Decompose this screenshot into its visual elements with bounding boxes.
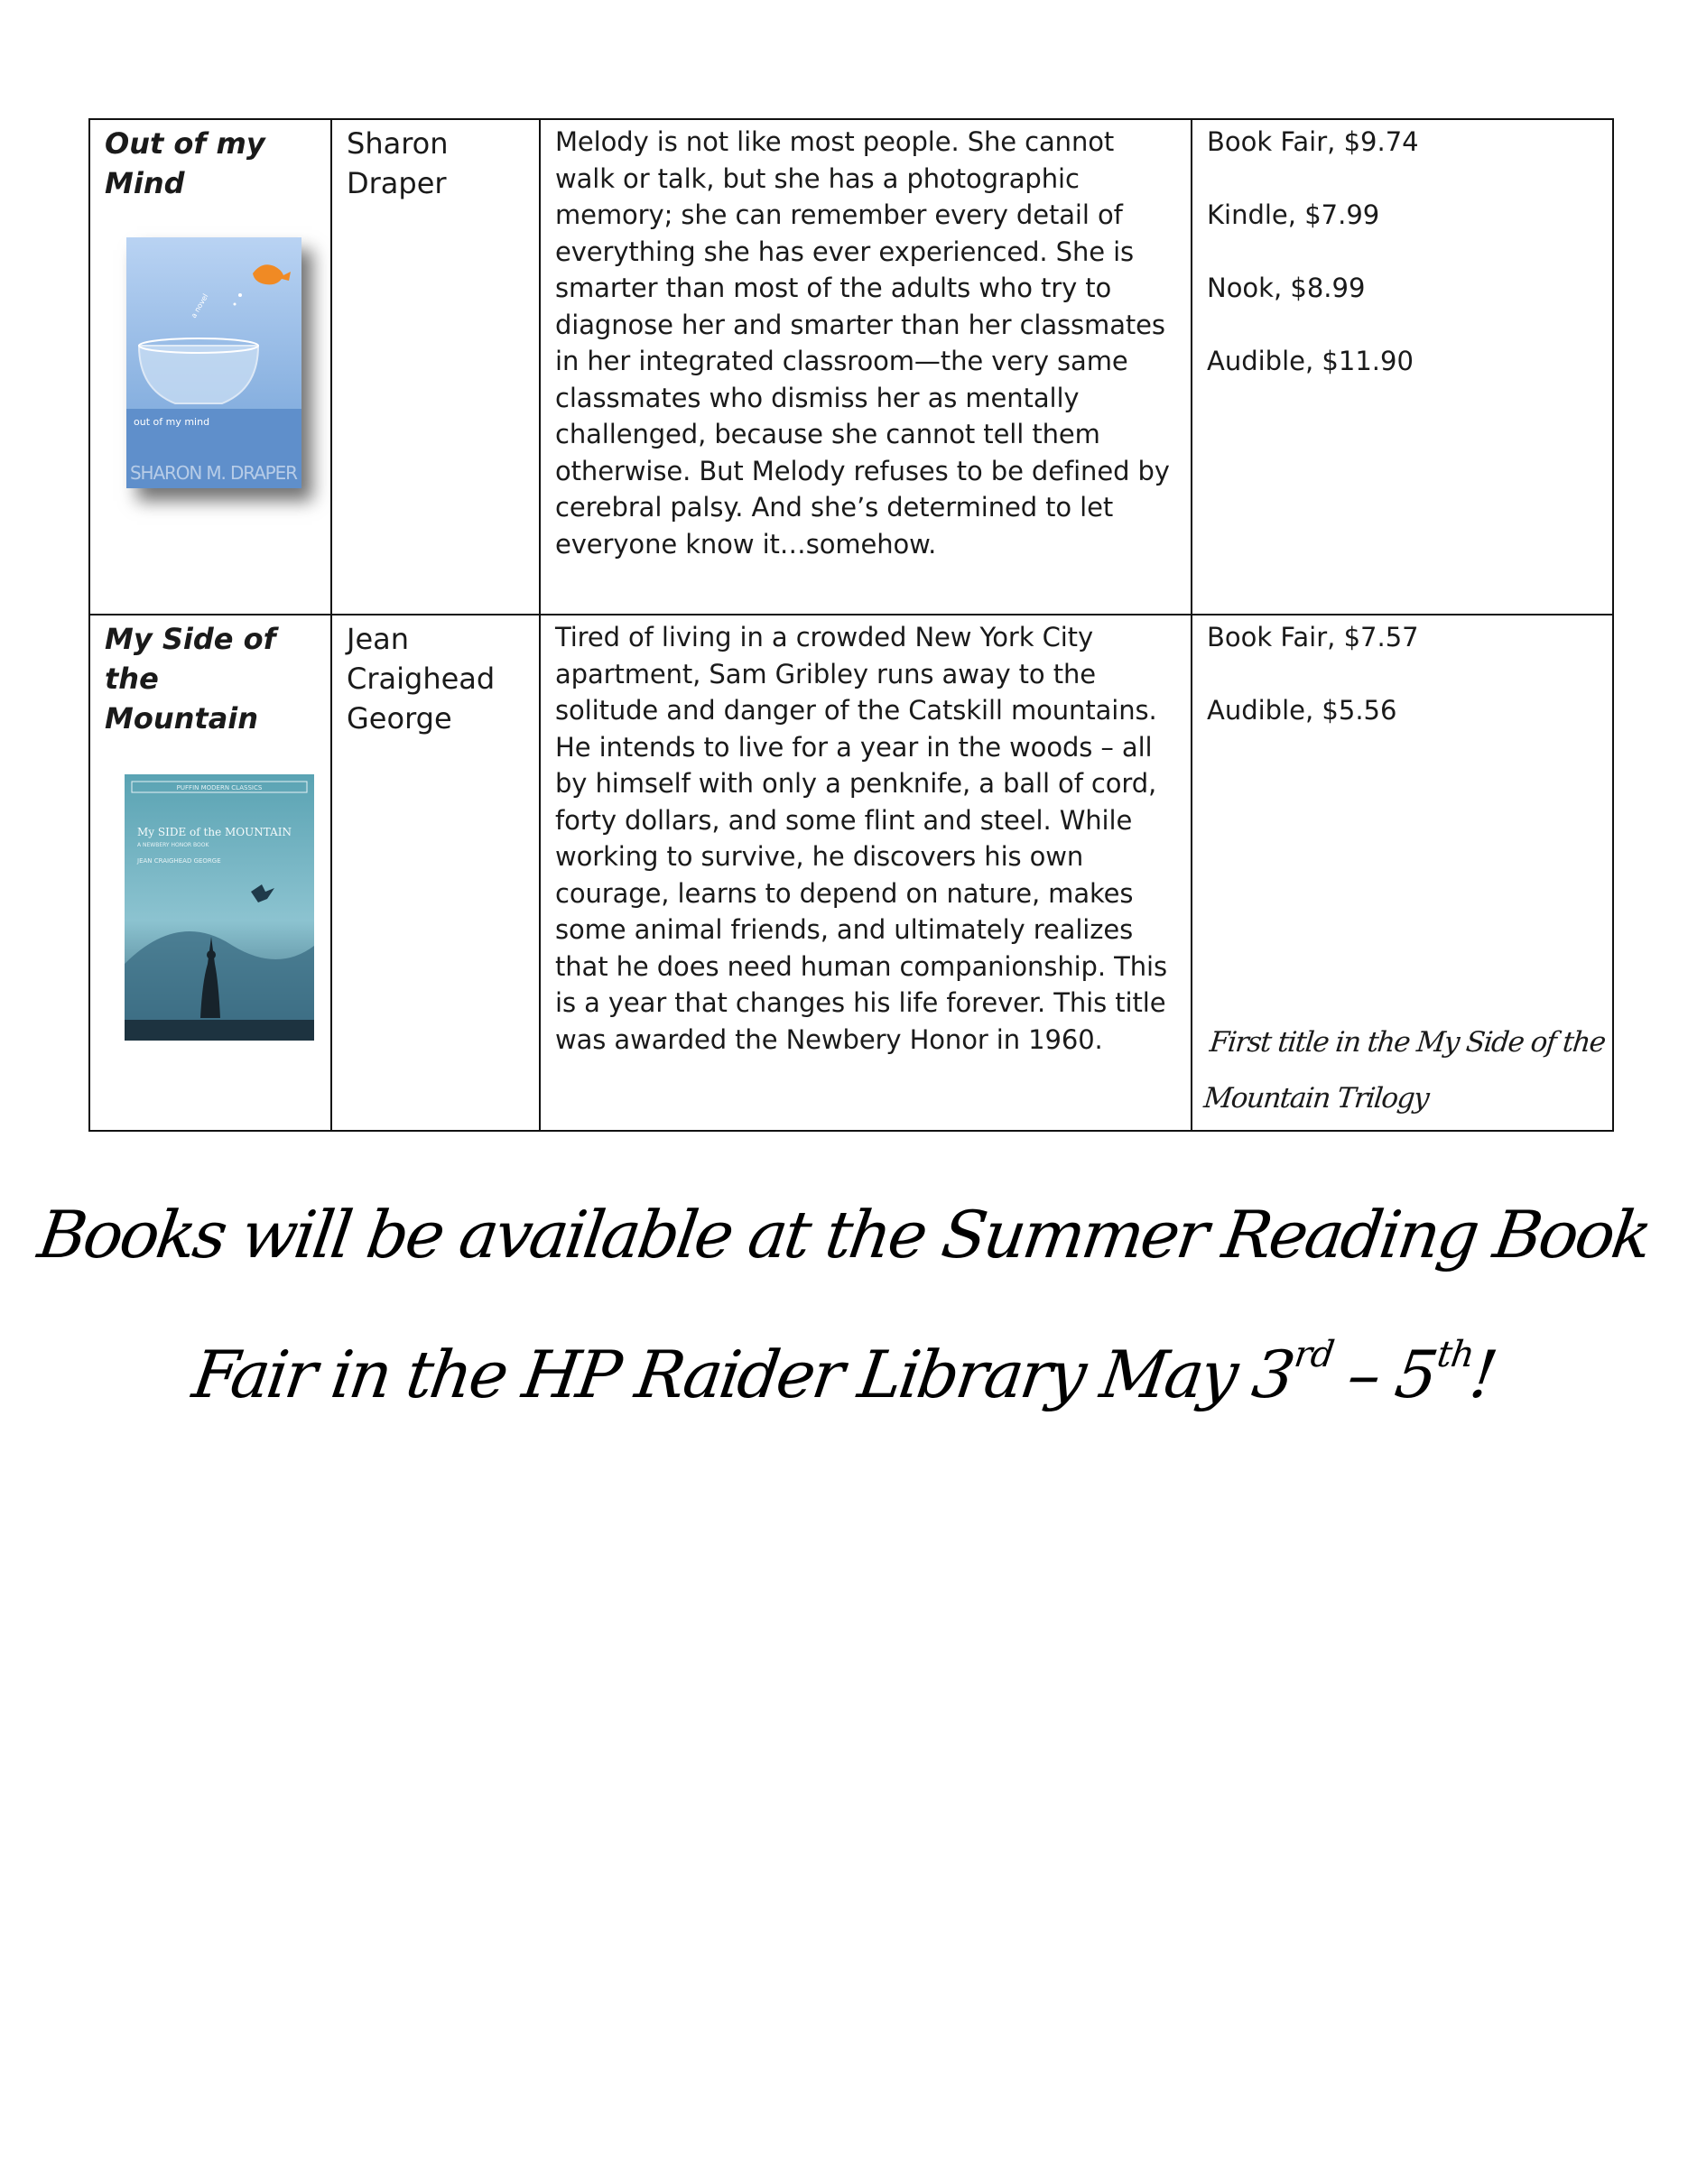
price-nook: Nook, $8.99 <box>1207 273 1366 303</box>
price-audible: Audible, $11.90 <box>1207 346 1414 376</box>
banner-superscript: th <box>1434 1334 1477 1375</box>
table-row <box>89 119 1613 615</box>
cover-title: My SIDE of the MOUNTAIN <box>137 826 292 838</box>
book-title: Out of my Mind <box>105 126 265 200</box>
price-audible: Audible, $5.56 <box>1207 695 1397 726</box>
table-row <box>89 615 1613 1131</box>
book-list-table <box>88 118 1614 1132</box>
description-cell <box>540 615 1192 1131</box>
cover-series: PUFFIN MODERN CLASSICS <box>176 784 263 791</box>
cover-tagline: A NEWBERY HONOR BOOK <box>137 842 209 848</box>
title-cell <box>89 119 331 615</box>
book-description: Melody is not like most people. She cannot walk or talk, but she has a photographic memory; she can remember every detail of everything she has ever experienced. She is smarter than most of the adults who try to diagnose her and smarter than her classmates in her integrated classroom—the very same classmates who dismiss her as mentally challenged, because she cannot tell them otherwise. But Melody refuses to be defined by cerebral palsy. And she’s determined to let everyone know it…somehow. <box>555 126 1170 560</box>
author-cell <box>331 119 540 615</box>
cover-author: SHARON M. DRAPER <box>130 462 298 484</box>
book-author: Jean Craighead George <box>347 622 496 736</box>
book-fair-banner-line-2 <box>0 1334 1688 1412</box>
book-author: Sharon Draper <box>347 126 449 200</box>
banner-text: – 5 <box>1324 1337 1441 1412</box>
book-title: My Side of the Mountain <box>105 622 276 736</box>
cover-author: JEAN CRAIGHEAD GEORGE <box>137 857 221 865</box>
banner-text: Fair in the HP Raider Library May 3 <box>188 1337 1297 1412</box>
book-cover-out-of-my-mind <box>126 237 301 488</box>
price-book-fair: Book Fair, $7.57 <box>1207 622 1419 652</box>
prices-cell <box>1192 119 1613 615</box>
banner-superscript: rd <box>1291 1334 1337 1375</box>
description-cell <box>540 119 1192 615</box>
price-book-fair: Book Fair, $9.74 <box>1207 126 1419 157</box>
cover-small-text: a novel <box>189 292 210 319</box>
book-cover-my-side-of-the-mountain <box>125 774 314 1041</box>
title-cell <box>89 615 331 1131</box>
banner-text: ! <box>1465 1337 1500 1412</box>
trilogy-note: First title in the My Side of the Mountain Trilogy <box>1201 1026 1607 1115</box>
author-cell <box>331 615 540 1131</box>
book-fair-banner-line-1: Books will be available at the Summer Reading Book <box>33 1197 1655 1272</box>
cover-subtitle: out of my mind <box>134 416 210 428</box>
price-kindle: Kindle, $7.99 <box>1207 199 1380 230</box>
prices-cell <box>1192 615 1613 1131</box>
book-description: Tired of living in a crowded New York City apartment, Sam Gribley runs away to the solitude and danger of the Catskill mountains. He intends to live for a year in the woods – all by himself with only a penknife, a ball of cord, forty dollars, and some flint and steel. While working to survive, he discovers his own courage, learns to depend on nature, makes some animal friends, and ultimately realizes that he does need human companionship. This is a year that changes his life forever. This title was awarded the Newbery Honor in 1960. <box>555 622 1167 1055</box>
